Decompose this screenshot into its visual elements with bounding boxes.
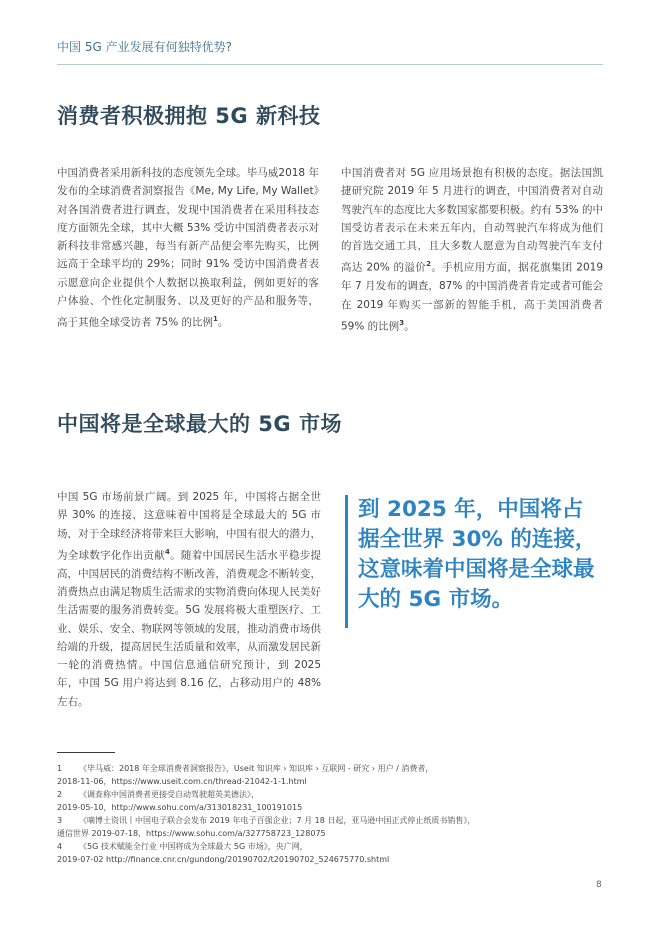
footnotes	[57, 762, 603, 866]
market-text-1: 中国 5G 市场前景广阔。到 2025 年，中国将占据全世界 30% 的连接，这意味着中国将是全球最大的 5G 市场，对于全球经济将带来巨大影响，中国有很大的潜力，为全球数字化作出贡献	[57, 491, 321, 562]
footnote-text: 《嘀博士资讯丨中国电子联合会发布 2019 年电子百强企业；7 月 18 日起，亚马逊中国正式停止纸质书销售》，	[79, 816, 476, 825]
consumers-right-paragraph	[341, 164, 603, 336]
footnote-number: 1	[57, 764, 63, 773]
footnote-source[interactable]: 通信世界 2019-07-18，https://www.sohu.com/a/327758723_128075	[57, 829, 326, 838]
consumers-right-text-1: 中国消费者对 5G 应用场景抱有积极的态度。据法国凯捷研究院 2019 年 5 月进行的调查，中国消费者对自动驾驶汽车的态度比大多数国家都要积极。约有 53% 的中国受访者表示在未来五年内，自动驾驶汽车将成为他们的首选交通工具，且大多数人愿意为自动驾驶汽车支付高达 20% 的溢价	[341, 167, 603, 274]
consumers-left-paragraph	[57, 164, 319, 332]
footnote-source[interactable]: 2019-05-10，http://www.sohu.com/a/313018231_100191015	[57, 803, 303, 812]
page-number: 8	[596, 880, 602, 890]
footnote-ref-1[interactable]: 1	[213, 315, 218, 324]
footnote-text: 《调查称中国消费者更接受自动驾驶超英美德法》，	[79, 790, 259, 799]
footnote-source[interactable]: 2018-11-06，https://www.useit.com.cn/thread-21042-1-1.html	[57, 777, 307, 786]
footnote-1	[57, 762, 603, 788]
footnote-source[interactable]: 2019-07-02 http://finance.cnr.cn/gundong/20190702/t20190702_524675770.shtml	[57, 855, 390, 864]
footnote-ref-2[interactable]: 2	[426, 260, 431, 269]
consumers-left-text: 中国消费者采用新科技的态度领先全球。毕马威2018 年发布的全球消费者洞察报告《Me, My Life, My Wallet》对各国消费者进行调查，发现中国消费者在采用科技态度方面领先全球，其中大概 53% 受访中国消费者表示对新科技非常感兴趣，每当有新产品便会率先购买，比例远高于全球平均的 29%；同时 91% 受访中国消费者表示愿意向企业提供个人数据以换取利益，例如更好的客户体验、个性化定制服务、以及更好的产品和服务等，高于其他全球受访者 75% 的比例	[57, 167, 319, 329]
footnote-number: 4	[57, 842, 63, 851]
consumers-left-end: 。	[217, 316, 229, 329]
header-divider	[57, 64, 603, 65]
pull-quote: 到 2025 年，中国将占据全世界 30% 的连接，这意味着中国将是全球最大的 5G 市场。	[345, 495, 603, 628]
footnote-text: 《5G 技术赋能全行业 中国将成为全球最大 5G 市场》，央广网，	[79, 842, 308, 851]
section-heading-market: 中国将是全球最大的 5G 市场	[57, 412, 342, 436]
footnote-number: 2	[57, 790, 63, 799]
footnote-ref-3[interactable]: 3	[399, 318, 405, 327]
footnote-3	[57, 814, 603, 840]
footnote-2	[57, 788, 603, 814]
footnote-text: 《毕马威：2018 年全球消费者洞察报告》，Useit 知识库 › 知识库 › 互联网 - 研究 › 用户 / 消费者，	[79, 764, 434, 773]
footnote-number: 3	[57, 816, 63, 825]
market-paragraph	[57, 488, 321, 711]
section-heading-consumers: 消费者积极拥抱 5G 新科技	[57, 104, 321, 128]
market-text-2: 。随着中国居民生活水平稳步提高，中国居民的消费结构不断改善，消费观念不断转变，消费热点由满足物质生活需求的实物消费向体现人民美好生活需要的服务消费转变。5G 发展将极大重塑医疗、工业、娱乐、安全、物联网等领域的发展，推动消费市场供给端的升级，提高居民生活质量和效率，从而激发居民新一轮的消费热情。中国信息通信研究预计，到 2025 年，中国 5G 用户将达到 8.16 亿，占移动用户的 48% 左右。	[57, 549, 321, 708]
footnote-4	[57, 840, 603, 866]
consumers-right-end: 。	[404, 320, 415, 333]
header-title: 中国 5G 产业发展有何独特优势?	[57, 40, 232, 54]
consumers-right-text-2: 。手机应用方面，据花旗集团 2019 年 7 月发布的调查，87% 的中国消费者肯定或者可能会在 2019 年购买一部新的智能手机，高于美国消费者 59% 的比例	[341, 261, 603, 333]
footnote-divider	[57, 752, 115, 753]
footnote-ref-4[interactable]: 4	[164, 547, 170, 556]
